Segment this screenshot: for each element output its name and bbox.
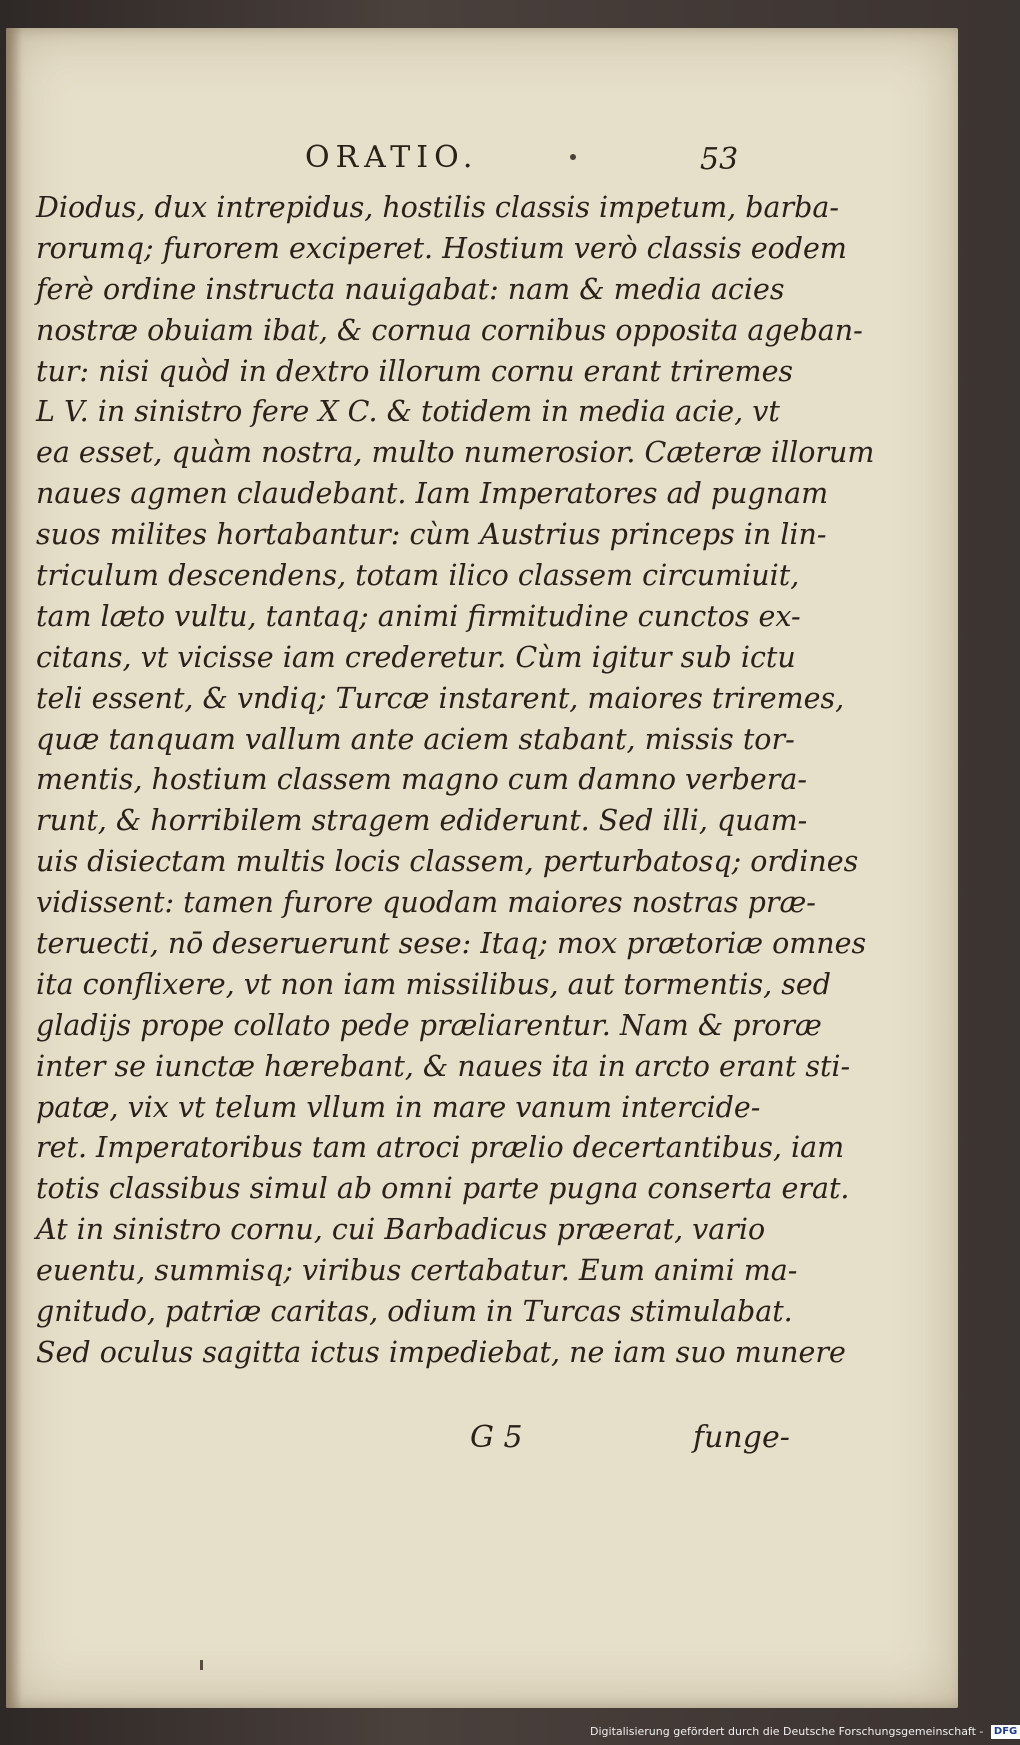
text-line: ea esset, quàm nostra, multo numerosior. Cæteræ illorum: [36, 436, 875, 470]
text-line: naues agmen claudebant. Iam Imperatores ad pugnam: [36, 477, 829, 511]
signature-mark: G 5: [470, 1420, 523, 1455]
text-line: suos milites hortabantur: cùm Austrius princeps in lin-: [36, 518, 827, 552]
ink-dot: [570, 154, 576, 160]
body-text: [36, 188, 875, 1374]
text-line: tam læto vultu, tantaq; animi firmitudine cunctos ex-: [36, 599, 801, 633]
page-number: 53: [700, 142, 739, 177]
dfg-logo: DFG: [991, 1725, 1020, 1739]
text-line: ret. Imperatoribus tam atroci prælio decertantibus, iam: [36, 1131, 845, 1165]
text-line: mentis, hostium classem magno cum damno verbera-: [36, 763, 807, 797]
text-line: L V. in sinistro fere X C. & totidem in media acie, vt: [36, 395, 780, 429]
text-line: rorumq; furorem exciperet. Hostium verò classis eodem: [36, 231, 847, 265]
text-line: inter se iunctæ hærebant, & naues ita in arcto erant sti-: [36, 1049, 851, 1083]
text-line: gladijs prope collato pede præliarentur. Nam & proræ: [36, 1008, 822, 1042]
text-line: teruecti, nō deseruerunt sese: Itaq; mox prætoriæ omnes: [36, 927, 867, 961]
credit-text: Digitalisierung gefördert durch die Deutsche Forschungsgemeinschaft -: [590, 1725, 984, 1738]
text-line: quæ tanquam vallum ante aciem stabant, missis tor-: [36, 722, 795, 756]
text-line: tur: nisi quòd in dextro illorum cornu erant triremes: [36, 354, 794, 388]
text-line: gnitudo, patriæ caritas, odium in Turcas stimulabat.: [36, 1295, 793, 1329]
text-line: Diodus, dux intrepidus, hostilis classis impetum, barba-: [36, 191, 839, 224]
text-line: At in sinistro cornu, cui Barbadicus præerat, vario: [36, 1213, 766, 1247]
text-line: ita conflixere, vt non iam missilibus, aut tormentis, sed: [36, 967, 831, 1001]
page-footer: [0, 1420, 1000, 1466]
text-line: vidissent: tamen furore quodam maiores nostras præ-: [36, 886, 816, 920]
text-line: teli essent, & vndiq; Turcæ instarent, maiores triremes,: [36, 681, 845, 715]
text-line: Sed oculus sagitta ictus impediebat, ne iam suo munere: [36, 1335, 846, 1369]
digitization-credit: [590, 1722, 1018, 1742]
page-header: [0, 140, 1000, 180]
text-line: euentu, summisq; viribus certabatur. Eum animi ma-: [36, 1254, 798, 1288]
text-line: totis classibus simul ab omni parte pugna conserta erat.: [36, 1172, 850, 1206]
text-line: runt, & horribilem stragem ediderunt. Sed illi, quam-: [36, 804, 808, 838]
text-line: ferè ordine instructa nauigabat: nam & media acies: [36, 272, 785, 306]
text-line: patæ, vix vt telum vllum in mare vanum intercide-: [36, 1090, 761, 1124]
running-title: ORATIO.: [305, 140, 479, 175]
text-line: triculum descendens, totam ilico classem circumiuit,: [36, 559, 800, 593]
catchword: funge-: [693, 1420, 790, 1455]
text-line: uis disiectam multis locis classem, perturbatosq; ordines: [36, 845, 859, 879]
ink-speck: [200, 1660, 203, 1670]
text-line: citans, vt vicisse iam crederetur. Cùm igitur sub ictu: [36, 640, 796, 674]
text-line: nostræ obuiam ibat, & cornua cornibus opposita ageban-: [36, 313, 863, 347]
